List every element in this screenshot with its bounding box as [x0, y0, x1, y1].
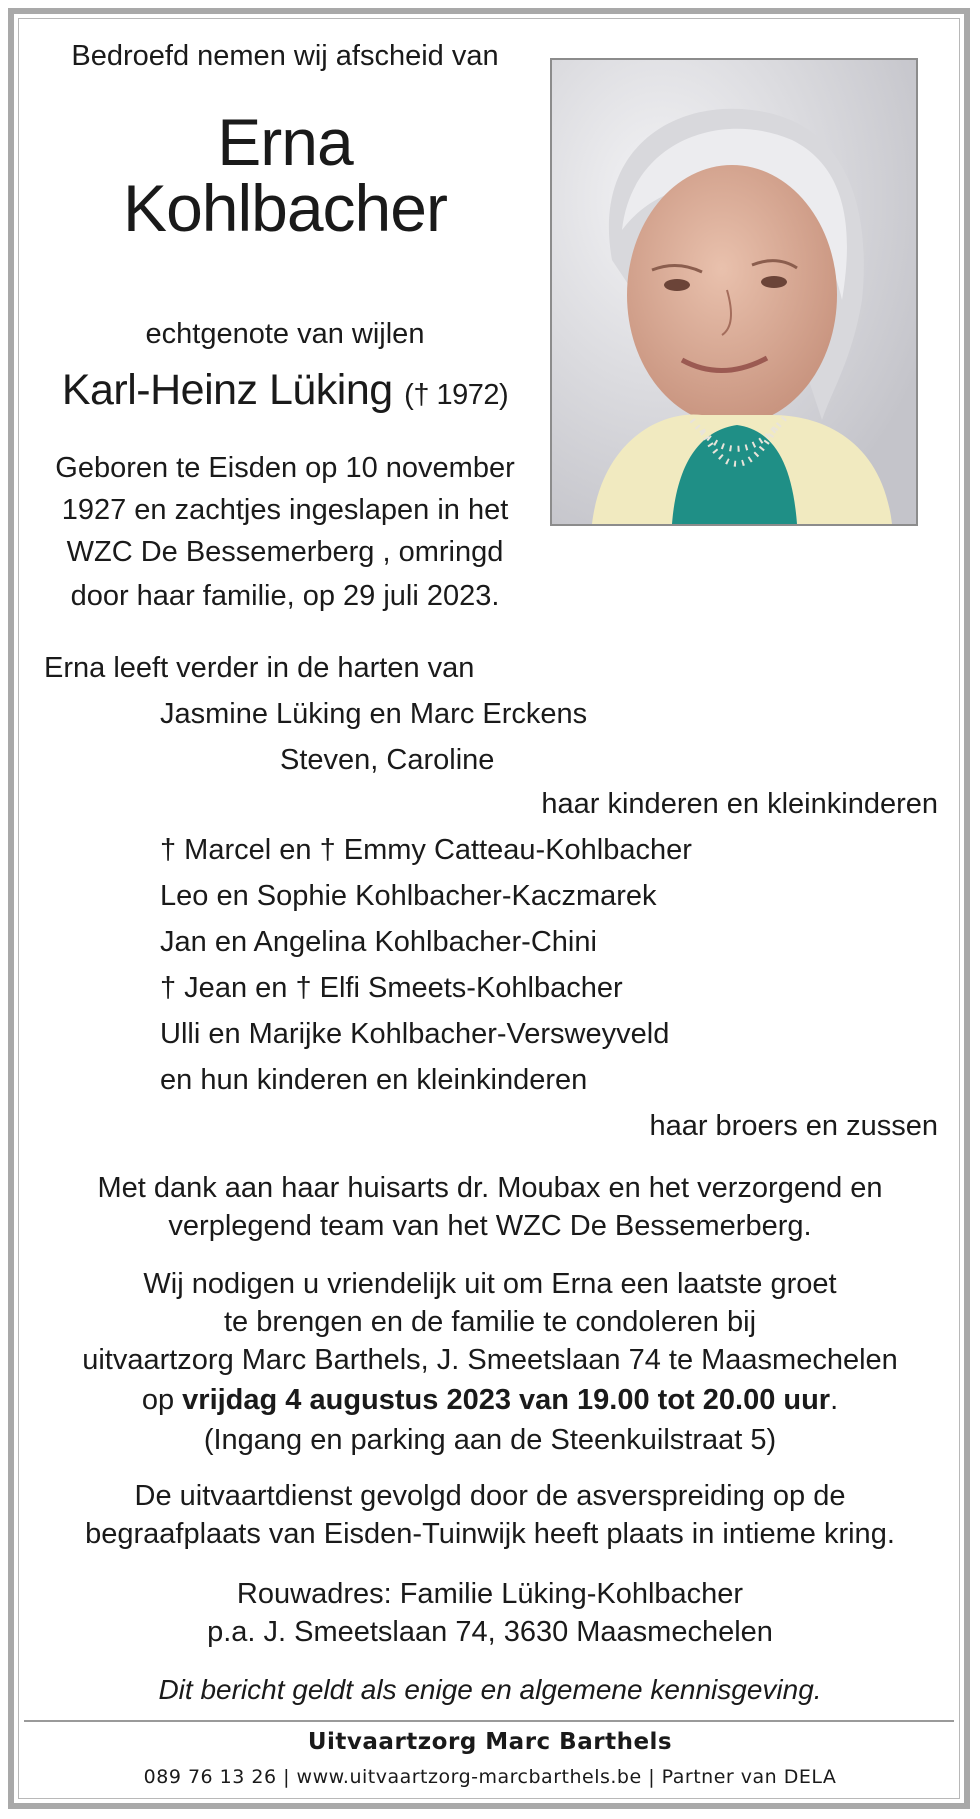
date-prefix: op [141, 1384, 183, 1416]
birth-line: WZC De Bessemerberg , omringd [66, 536, 504, 568]
visitation-date-line [30, 1384, 950, 1417]
invitation-line: Wij nodigen u vriendelijk uit om Erna een laatste groet [143, 1268, 837, 1300]
birth-line: door haar familie, op 29 juli 2023. [70, 580, 500, 612]
sibling-line: en hun kinderen en kleinkinderen [160, 1064, 588, 1096]
date-suffix: . [830, 1384, 839, 1416]
sibling-line: Ulli en Marijke Kohlbacher-Versweyveld [160, 1018, 670, 1050]
spouse-relation: echtgenote van wijlen [145, 318, 425, 350]
spouse-death: († 1972) [404, 379, 509, 411]
family-intro: Erna leeft verder in de harten van [44, 652, 475, 684]
spouse-line [30, 366, 540, 415]
footer-info: 089 76 13 26 | www.uitvaartzorg-marcbarthels.be | Partner van DELA [143, 1766, 837, 1788]
thanks-line: Met dank aan haar huisarts dr. Moubax en het verzorgend en [97, 1172, 883, 1204]
visitation-date: vrijdag 4 augustus 2023 van 19.00 tot 20.00 uur [182, 1384, 831, 1416]
spouse-name: Karl-Heinz Lüking [61, 366, 393, 414]
children-line: Jasmine Lüking en Marc Erckens [160, 698, 588, 730]
birth-line: 1927 en zachtjes ingeslapen in het [61, 494, 509, 526]
sibling-line: Jan en Angelina Kohlbacher-Chini [160, 926, 597, 958]
birth-line: Geboren te Eisden op 10 november [55, 452, 515, 484]
sibling-line: † Jean en † Elfi Smeets-Kohlbacher [160, 972, 623, 1004]
entrance-line: (Ingang en parking aan de Steenkuilstraat 5) [203, 1424, 777, 1456]
service-line: De uitvaartdienst gevolgd door de asverspreiding op de [134, 1480, 846, 1512]
address-line: Rouwadres: Familie Lüking-Kohlbacher [236, 1578, 744, 1610]
portrait-illustration [552, 60, 916, 524]
footer-divider [24, 1720, 954, 1722]
closing-note: Dit bericht geldt als enige en algemene kennisgeving. [158, 1674, 822, 1705]
thanks-line: verplegend team van het WZC De Bessemerberg. [168, 1210, 812, 1242]
portrait-photo [550, 58, 918, 526]
grandchildren-line: Steven, Caroline [280, 744, 495, 776]
address-line: p.a. J. Smeetslaan 74, 3630 Maasmechelen [207, 1616, 773, 1648]
invitation-line: te brengen en de familie te condoleren bij [223, 1306, 757, 1338]
intro-text: Bedroefd nemen wij afscheid van [71, 40, 499, 72]
children-label: haar kinderen en kleinkinderen [541, 788, 938, 820]
deceased-last-name: Kohlbacher [123, 171, 447, 245]
service-line: begraafplaats van Eisden-Tuinwijk heeft plaats in intieme kring. [85, 1518, 895, 1550]
sibling-line: † Marcel en † Emmy Catteau-Kohlbacher [160, 834, 692, 866]
invitation-line: uitvaartzorg Marc Barthels, J. Smeetslaan 74 te Maasmechelen [82, 1344, 898, 1376]
siblings-label: haar broers en zussen [649, 1110, 938, 1142]
sibling-line: Leo en Sophie Kohlbacher-Kaczmarek [160, 880, 657, 912]
footer-title: Uitvaartzorg Marc Barthels [307, 1729, 673, 1755]
deceased-first-name: Erna [217, 105, 353, 179]
